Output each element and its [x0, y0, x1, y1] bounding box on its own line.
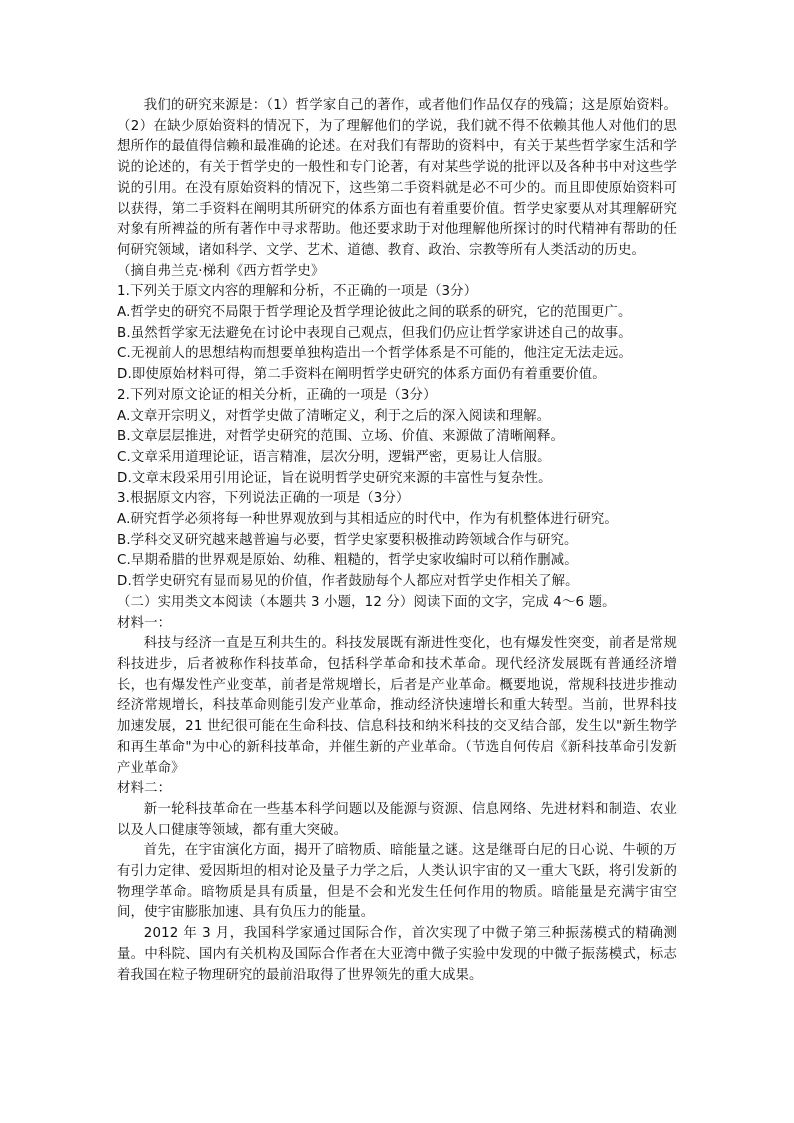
question-3-option-a: A.研究哲学必须将每一种世界观放到与其相适应的时代中，作为有机整体进行研究。	[117, 512, 618, 528]
material-2-label: 材料二：	[117, 781, 172, 797]
question-1-stem: 1.下列关于原文内容的理解和分析，不正确的一项是（3分）	[117, 284, 478, 300]
passage-source: （摘自弗兰克·梯利《西方哲学史》	[117, 263, 325, 279]
exam-page	[117, 96, 677, 986]
material-2-paragraph: 2012 年 3 月，我国科学家通过国际合作，首次实现了中微子第三种振荡模式的精确测量。中科院、国内有关机构及国际合作者在大亚湾中微子实验中发现的中微子振荡模式，标志着我国在粒子物理研究的最前沿取得了世界领先的重大成果。	[117, 926, 677, 983]
material-1-paragraph: 科技与经济一直是互利共生的。科技发展既有渐进性变化，也有爆发性突变，前者是常规科技进步，后者被称作科技革命，包括科学革命和技术革命。现代经济发展既有普通经济增长，也有爆发性产业变革，前者是常规增长，后者是产业革命。概要地说，常规科技进步推动经济常规增长，科技革命则能引发产业革命，推动经济快速增长和重大转型。当前，世界科技加速发展，21 世纪很可能在生命科技、信息科技和纳米科技的交叉结合部，发生以"新生物学和再生革命"为中心的新科技革命，并催生新的产业革命。（节选自何传启《新科技革命引发新产业革命》	[117, 636, 677, 776]
question-3-option-d: D.哲学史研究有显而易见的价值，作者鼓励每个人都应对哲学史作相关了解。	[117, 574, 579, 590]
material-2-paragraph: 首先，在宇宙演化方面，揭开了暗物质、暗能量之谜。这是继哥白尼的日心说、牛顿的万有引力定律、爱因斯坦的相对论及量子力学之后，人类认识宇宙的又一重大飞跃，将引发新的物理学革命。暗物质是具有质量，但是不会和光发生任何作用的物质。暗能量是充满宇宙空间，使宇宙膨胀加速、具有负压力的能量。	[117, 843, 677, 921]
question-3-option-c: C.早期希腊的世界观是原始、幼稚、粗糙的，哲学史家收编时可以稍作删减。	[117, 553, 578, 569]
question-2-option-a: A.文章开宗明义，对哲学史做了清晰定义，利于之后的深入阅读和理解。	[117, 408, 551, 424]
material-2-paragraph: 新一轮科技革命在一些基本科学问题以及能源与资源、信息网络、先进材料和制造、农业以及人口健康等领域，都有重大突破。	[117, 801, 677, 838]
question-1-option-c: C.无视前人的思想结构而想要单独构造出一个哲学体系是不可能的，他注定无法走远。	[117, 346, 632, 362]
material-1-label: 材料一：	[117, 615, 172, 631]
question-1-option-b: B.虽然哲学家无法避免在讨论中表现自己观点，但我们仍应让哲学家讲述自己的故事。	[117, 325, 632, 341]
section-2-heading: （二）实用类文本阅读（本题共 3 小题，12 分）阅读下面的文字，完成 4～6 题。	[117, 594, 616, 610]
question-2-option-d: D.文章末段采用引用论证，旨在说明哲学史研究来源的丰富性与复杂性。	[117, 470, 552, 486]
question-2-option-c: C.文章采用道理论证，语言精准，层次分明，逻辑严密，更易让人信服。	[117, 449, 551, 465]
question-1-option-a: A.哲学史的研究不局限于哲学理论及哲学理论彼此之间的联系的研究，它的范围更广。	[117, 305, 632, 321]
question-3-stem: 3.根据原文内容，下列说法正确的一项是（3分）	[117, 491, 410, 507]
question-3-option-b: B.学科交叉研究越来越普遍与必要，哲学史家要积极推动跨领域合作与研究。	[117, 532, 578, 548]
question-2-stem: 2.下列对原文论证的相关分析，正确的一项是（3分）	[117, 387, 437, 403]
question-1-option-d: D.即使原始材料可得，第二手资料在阐明哲学史研究的体系方面仍有着重要价值。	[117, 367, 606, 383]
question-2-option-b: B.文章层层推进，对哲学史研究的范围、立场、价值、来源做了清晰阐释。	[117, 429, 565, 445]
passage-paragraph: 我们的研究来源是：（1）哲学家自己的著作，或者他们作品仅存的残篇；这是原始资料。（2）在缺少原始资料的情况下，为了理解他们的学说，我们就不得不依赖其他人对他们的思想所作的最值得信赖和最准确的论述。在对我们有帮助的资料中，有关于某些哲学家生活和学说的论述的，有关于哲学史的一般性和专门论著，有对某些学说的批评以及各种书中对这些学说的引用。在没有原始资料的情况下，这些第二手资料就是必不可少的。而且即使原始资料可以获得，第二手资料在阐明其所研究的体系方面也有着重要价值。哲学史家要从对其理解研究对象有所裨益的所有著作中寻求帮助。他还要求助于对他理解他所探讨的时代精神有帮助的任何研究领域，诸如科学、文学、艺术、道德、教育、政治、宗教等所有人类活动的历史。	[117, 98, 677, 258]
